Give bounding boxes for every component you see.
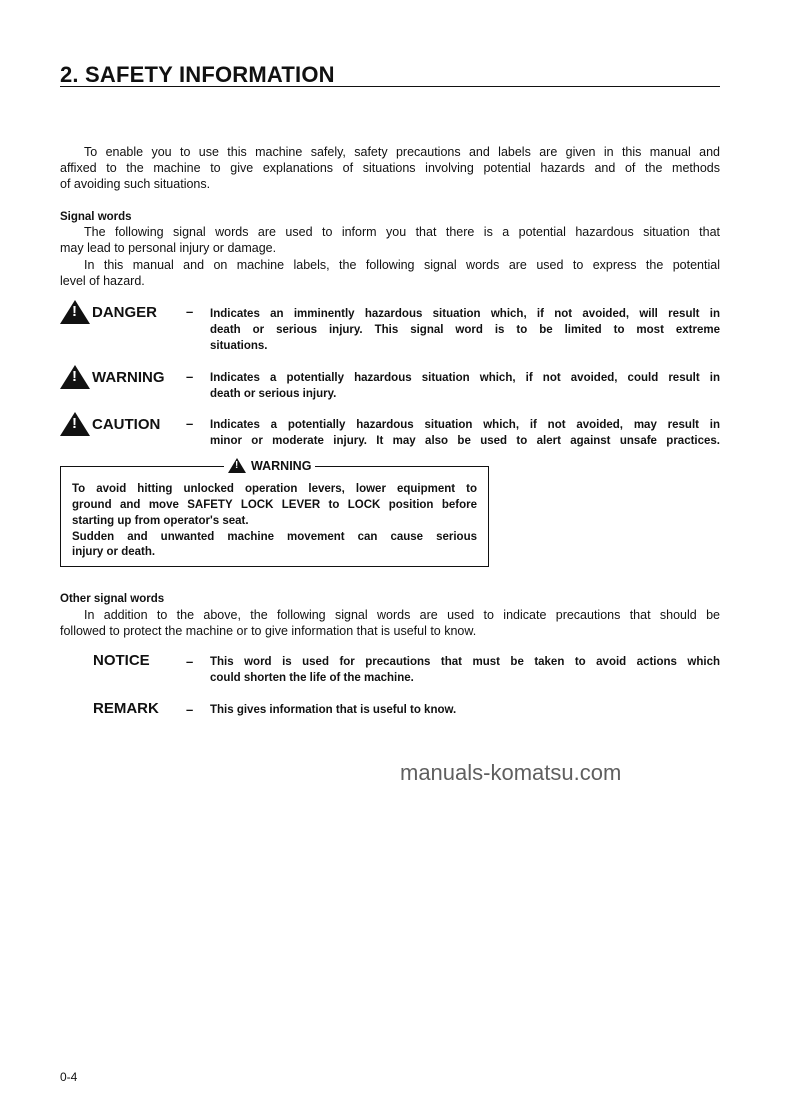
- notice-label: NOTICE: [93, 652, 150, 669]
- signal-desc-line: Indicates a potentially hazardous situation which, if not avoided, could result in: [210, 372, 720, 384]
- other-line: In addition to the above, the following signal words are used to indicate precautions that should be: [84, 608, 720, 622]
- signal-desc-line: Indicates a potentially hazardous situation which, if not avoided, may result in: [210, 419, 720, 431]
- signal-desc-line: situations.: [210, 340, 268, 352]
- signal-words-line: may lead to personal injury or damage.: [60, 241, 277, 255]
- warning-triangle-icon: [60, 412, 90, 436]
- notice-desc-line: could shorten the life of the machine.: [210, 672, 414, 684]
- other-signal-words-heading: Other signal words: [60, 593, 165, 605]
- signal-desc-line: Indicates an imminently hazardous situation which, if not avoided, will result in: [210, 308, 720, 320]
- signal-desc-line: death or serious injury.: [210, 388, 337, 400]
- warning-box-heading: [224, 458, 315, 473]
- warning-triangle-icon: [228, 458, 246, 473]
- notice-desc-line: This word is used for precautions that must be taken to avoid actions which: [210, 656, 720, 668]
- signal-words-line: level of hazard.: [60, 274, 145, 288]
- signal-label: CAUTION: [92, 415, 161, 433]
- signal-words-heading: Signal words: [60, 211, 132, 223]
- warning-triangle-icon: [60, 365, 90, 389]
- other-line: followed to protect the machine or to give information that is useful to know.: [60, 624, 477, 638]
- dash: –: [186, 369, 194, 384]
- dash: –: [186, 654, 194, 669]
- title-underline: [60, 86, 720, 87]
- warning-triangle-icon: [60, 300, 90, 324]
- signal-label: WARNING: [92, 368, 165, 386]
- remark-desc-line: This gives information that is useful to know.: [210, 704, 457, 716]
- remark-label: REMARK: [93, 700, 159, 717]
- signal-desc-line: minor or moderate injury. It may also be used to alert against unsafe practices.: [210, 435, 720, 447]
- warning-box-heading-text: WARNING: [251, 458, 312, 473]
- danger-signal: [60, 300, 157, 324]
- caution-signal: [60, 412, 160, 436]
- warning-box-line: injury or death.: [72, 546, 156, 558]
- warning-box-line: starting up from operator's seat.: [72, 515, 249, 527]
- warning-box-line: ground and move SAFETY LOCK LEVER to LOCK position before: [72, 499, 477, 511]
- watermark: manuals-komatsu.com: [400, 760, 622, 785]
- signal-words-line: In this manual and on machine labels, the following signal words are used to express the potential: [84, 258, 720, 272]
- intro-line: of avoiding such situations.: [60, 177, 211, 191]
- warning-box-line: To avoid hitting unlocked operation levers, lower equipment to: [72, 483, 477, 495]
- dash: –: [186, 304, 194, 319]
- warning-box-line: Sudden and unwanted machine movement can cause serious: [72, 531, 477, 543]
- intro-line: affixed to the machine to give explanations of situations involving potential hazards and of the methods: [60, 161, 720, 175]
- dash: –: [186, 702, 194, 717]
- dash: –: [186, 416, 194, 431]
- intro-line: To enable you to use this machine safely, safety precautions and labels are given in this manual and: [84, 145, 720, 159]
- page-number: 0-4: [60, 1070, 78, 1084]
- signal-words-line: The following signal words are used to inform you that there is a potential hazardous situation that: [84, 225, 720, 239]
- signal-desc-line: death or serious injury. This signal word is to be limited to most extreme: [210, 324, 720, 336]
- warning-signal: [60, 365, 165, 389]
- section-title: 2. SAFETY INFORMATION: [60, 62, 335, 87]
- signal-label: DANGER: [92, 303, 158, 321]
